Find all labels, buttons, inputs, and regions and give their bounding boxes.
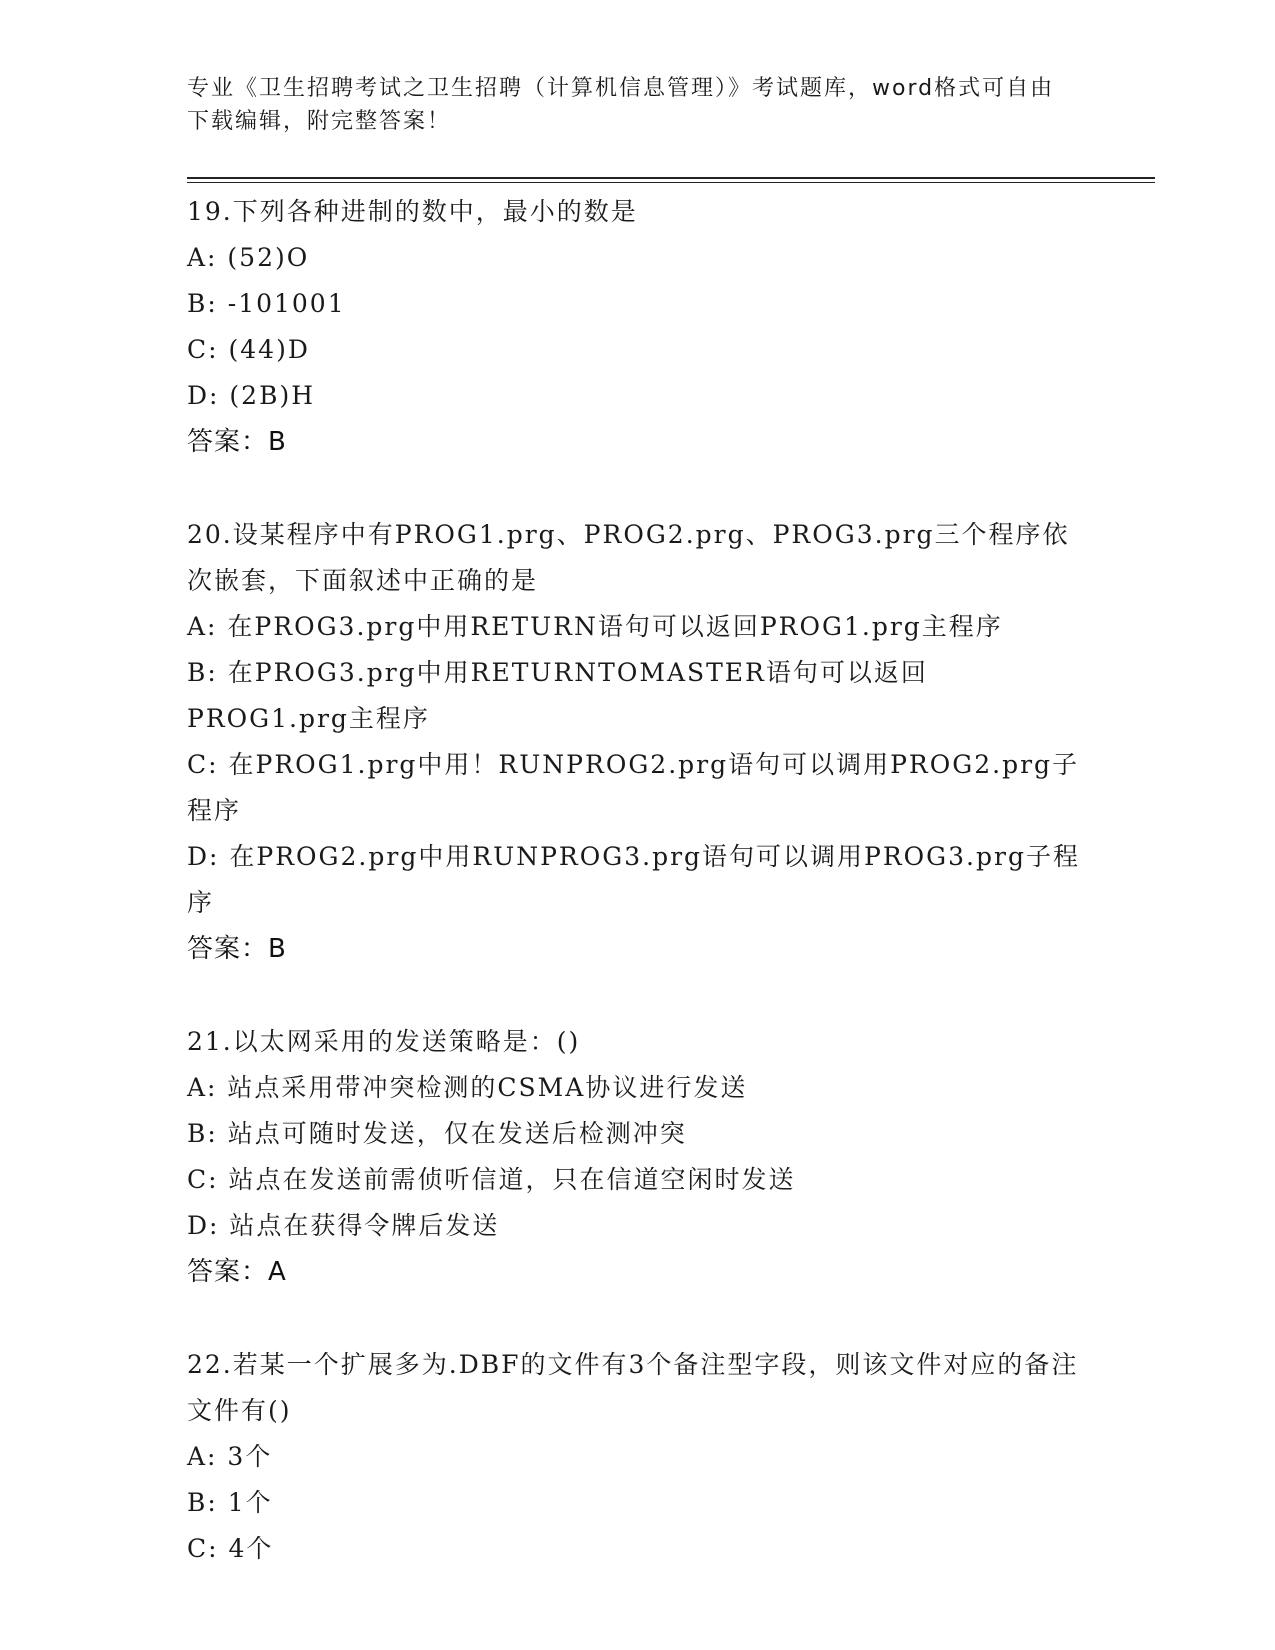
header-divider-thick [187, 177, 1155, 179]
answer-label: 答案：B [187, 427, 287, 457]
question-20 [187, 512, 1087, 972]
option-b: B: -101001 [187, 289, 346, 318]
question-stem: 21.以太网采用的发送策略是：() [187, 1027, 581, 1056]
option-d: D: 站点在获得令牌后发送 [187, 1211, 500, 1240]
document-header: 专业《卫生招聘考试之卫生招聘（计算机信息管理）》考试题库，word格式可自由下载编辑，附完整答案！ [187, 76, 1055, 134]
option-c: C: 在PROG1.prg中用！RUNPROG2.prg语句可以调用PROG2.prg子程序 [187, 750, 1080, 825]
header-divider-thin [187, 182, 1155, 183]
question-21 [187, 1019, 1087, 1295]
option-c: C: (44)D [187, 335, 310, 364]
option-b: B: 站点可随时发送，仅在发送后检测冲突 [187, 1119, 687, 1148]
option-a: A: (52)O [187, 243, 310, 272]
option-b: B: 在PROG3.prg中用RETURNTOMASTER语句可以返回PROG1.prg主程序 [187, 658, 928, 733]
option-a: A: 在PROG3.prg中用RETURN语句可以返回PROG1.prg主程序 [187, 612, 1003, 641]
option-b: B: 1个 [187, 1488, 273, 1517]
question-19 [187, 189, 1087, 465]
option-a: A: 站点采用带冲突检测的CSMA协议进行发送 [187, 1073, 748, 1102]
option-d: D: (2B)H [187, 381, 315, 410]
option-d: D: 在PROG2.prg中用RUNPROG3.prg语句可以调用PROG3.prg子程序 [187, 842, 1080, 917]
question-stem: 19.下列各种进制的数中，最小的数是 [187, 197, 638, 226]
question-22 [187, 1342, 1087, 1572]
answer-label: 答案：A [187, 1257, 287, 1287]
question-stem: 20.设某程序中有PROG1.prg、PROG2.prg、PROG3.prg三个程序依次嵌套，下面叙述中正确的是 [187, 520, 1070, 595]
question-stem: 22.若某一个扩展多为.DBF的文件有3个备注型字段，则该文件对应的备注文件有() [187, 1350, 1079, 1425]
option-c: C: 4个 [187, 1534, 274, 1563]
option-a: A: 3个 [187, 1442, 273, 1471]
question-list [187, 189, 1087, 1619]
answer-label: 答案：B [187, 934, 287, 964]
option-c: C: 站点在发送前需侦听信道，只在信道空闲时发送 [187, 1165, 796, 1194]
